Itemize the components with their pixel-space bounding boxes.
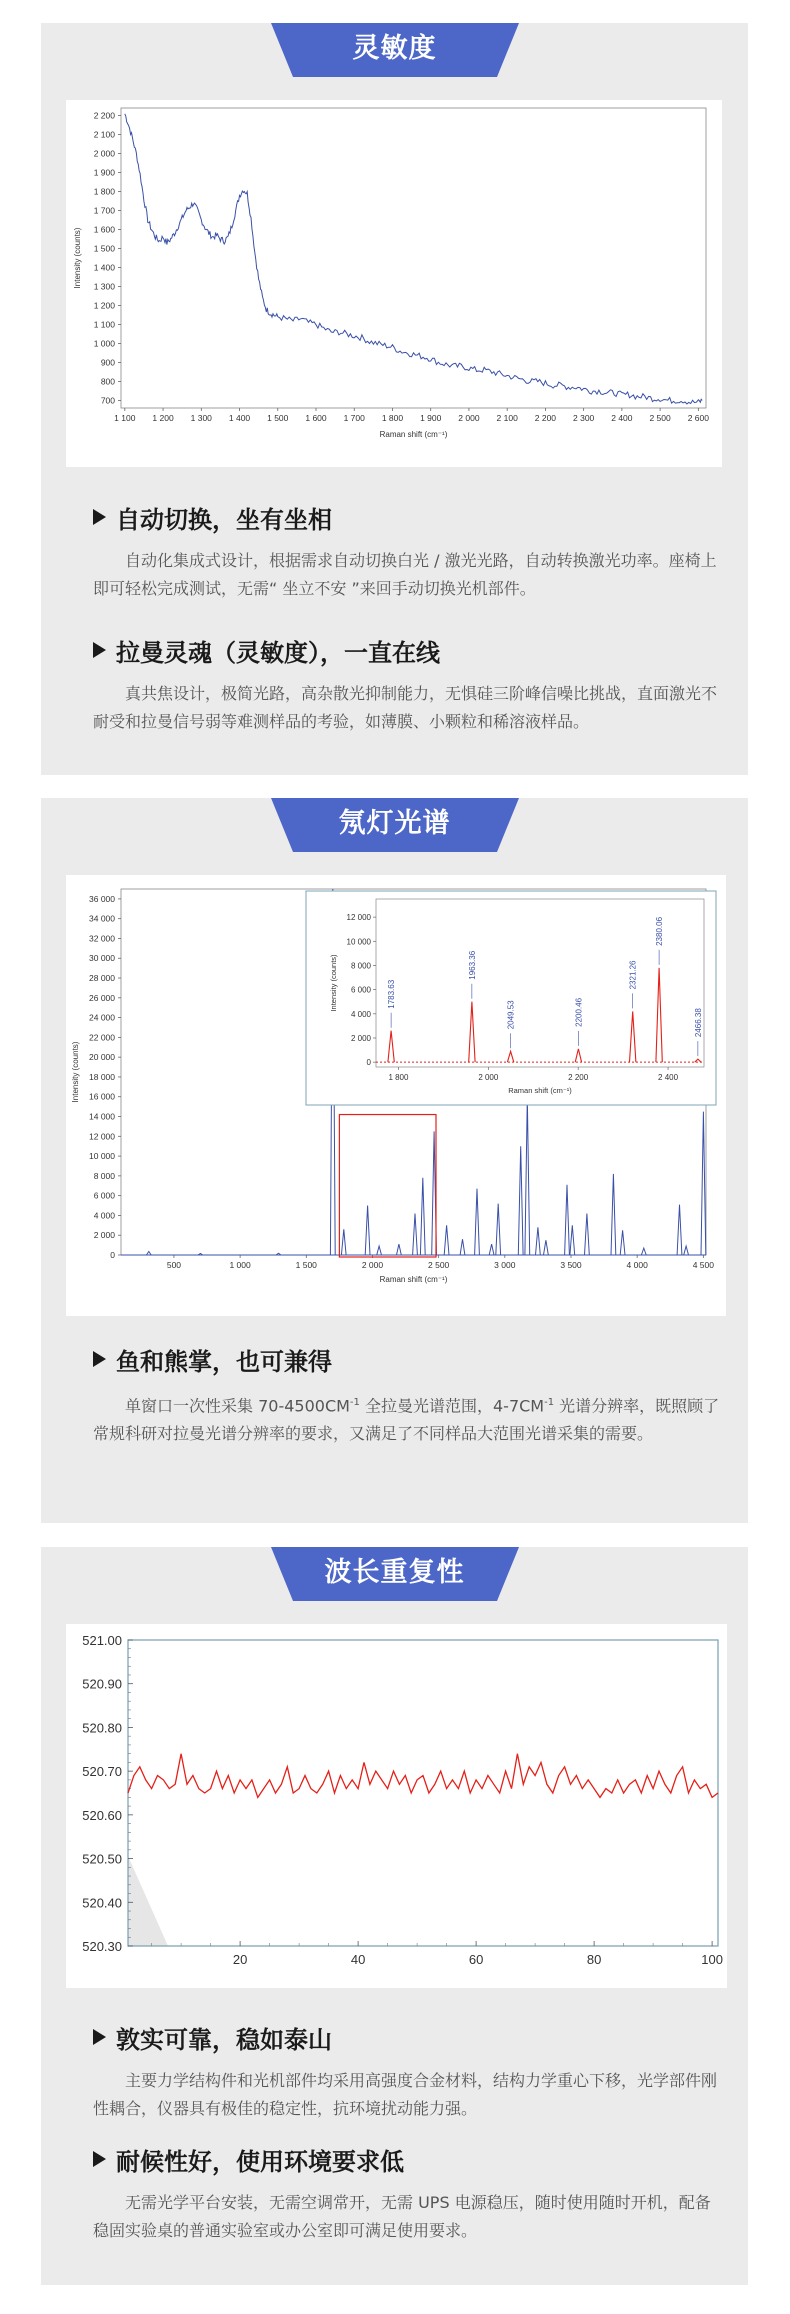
spectrum-peak bbox=[460, 1239, 465, 1255]
feature-title-text: 耐候性好，使用环境要求低 bbox=[116, 2147, 404, 2176]
spectrum-peak bbox=[677, 1205, 682, 1255]
spectrum-peak bbox=[146, 1252, 151, 1256]
spectrum-peak bbox=[377, 1246, 382, 1255]
x-tick-label: 1 800 bbox=[381, 413, 404, 423]
feature-desc: 真共焦设计，极简光路，高杂散光抑制能力，无惧硅三阶峰信噪比挑战，直面激光不耐受和拉曼信号弱等难测样品的考验，如薄膜、小颗粒和稀溶液样品。 bbox=[93, 684, 718, 731]
repeatability-line bbox=[128, 1754, 718, 1798]
y-tick-label: 18 000 bbox=[89, 1071, 115, 1082]
inset-y-tick-label: 0 bbox=[366, 1058, 371, 1068]
feature-title bbox=[93, 2143, 726, 2175]
x-tick-label: 40 bbox=[350, 1952, 366, 1967]
y-tick-label: 0 bbox=[110, 1250, 115, 1260]
sensitivity-chart bbox=[66, 100, 722, 467]
spectrum-peak bbox=[397, 1244, 402, 1255]
feature-title-text: 拉曼灵魂（灵敏度），一直在线 bbox=[116, 638, 440, 667]
y-tick-label: 2 000 bbox=[93, 1230, 115, 1241]
y-tick-label: 900 bbox=[100, 357, 115, 368]
y-tick-label: 34 000 bbox=[89, 913, 115, 924]
inset-y-axis-label: Intensity (counts) bbox=[329, 954, 338, 1012]
feature-desc: 无需光学平台安装，无需空调常开，无需 UPS 电源稳压，随时使用随时开机，配备稳固实验桌的普通实验室或办公室即可满足使用要求。 bbox=[93, 2193, 711, 2240]
y-tick-label: 30 000 bbox=[89, 953, 115, 964]
desc-part: 单窗口一次性采集 70-4500CM bbox=[125, 1396, 350, 1416]
spectrum-peak bbox=[620, 1230, 625, 1255]
y-axis-label: Intensity (counts) bbox=[73, 227, 82, 289]
repeatability-chart-box bbox=[66, 1624, 727, 1988]
inset-y-tick-label: 2 000 bbox=[350, 1033, 371, 1043]
x-tick-label: 80 bbox=[586, 1952, 602, 1967]
desc-superscript: -1 bbox=[349, 1397, 360, 1408]
y-tick-label: 520.80 bbox=[82, 1720, 122, 1736]
feature-title bbox=[93, 1343, 726, 1375]
plot-frame bbox=[121, 108, 706, 408]
y-tick-label: 1 000 bbox=[93, 338, 115, 349]
section-banner bbox=[271, 798, 519, 852]
feature-desc: 自动化集成式设计，根据需求自动切换白光 / 激光光路，自动转换激光功率。座椅上即可轻松完成测试，无需“ 坐立不安 ”来回手动切换光机部件。 bbox=[93, 551, 717, 598]
spectrum-peak bbox=[489, 1244, 494, 1255]
inset-peak-label: 1963.36 bbox=[467, 950, 477, 980]
feature-title-text: 鱼和熊掌，也可兼得 bbox=[116, 1347, 332, 1376]
triangle-bullet-icon bbox=[93, 2029, 106, 2045]
x-tick-label: 2 500 bbox=[649, 413, 671, 423]
x-axis-label: Raman shift (cm⁻¹) bbox=[379, 1275, 448, 1284]
x-tick-label: 1 300 bbox=[190, 413, 212, 423]
y-tick-label: 22 000 bbox=[89, 1032, 115, 1043]
x-tick-label: 500 bbox=[166, 1260, 182, 1270]
inset-peak-label: 2380.06 bbox=[655, 916, 665, 946]
x-tick-label: 4 500 bbox=[692, 1260, 714, 1270]
y-tick-label: 32 000 bbox=[89, 933, 115, 944]
y-tick-label: 1 400 bbox=[93, 262, 115, 273]
section-wavelength-repeatability bbox=[41, 1547, 748, 2285]
y-tick-label: 6 000 bbox=[93, 1190, 115, 1201]
neon-chart-box bbox=[66, 875, 726, 1316]
inset-y-tick-label: 4 000 bbox=[350, 1009, 371, 1019]
y-tick-label: 16 000 bbox=[89, 1091, 115, 1102]
x-tick-label: 2 400 bbox=[611, 413, 633, 423]
x-tick-label: 1 600 bbox=[305, 413, 327, 423]
section-banner bbox=[271, 23, 519, 77]
y-tick-label: 1 500 bbox=[93, 243, 115, 254]
inset-peak-label: 2200.46 bbox=[574, 997, 584, 1027]
inset-peak-label: 2321.26 bbox=[628, 960, 638, 990]
spectrum-peak bbox=[444, 1225, 449, 1255]
triangle-bullet-icon bbox=[93, 642, 106, 658]
y-tick-label: 521.00 bbox=[82, 1633, 122, 1648]
y-tick-label: 700 bbox=[100, 395, 115, 406]
spectrum-line bbox=[125, 114, 702, 404]
triangle-bullet-icon bbox=[93, 2151, 106, 2167]
banner-title: 波长重复性 bbox=[324, 1557, 465, 1588]
x-tick-label: 4 000 bbox=[626, 1260, 648, 1270]
y-tick-label: 8 000 bbox=[93, 1170, 115, 1181]
x-tick-label: 2 500 bbox=[428, 1260, 450, 1270]
spectrum-peak bbox=[341, 1229, 346, 1255]
x-tick-label: 1 200 bbox=[152, 413, 174, 423]
y-tick-label: 26 000 bbox=[89, 992, 115, 1003]
feature-block bbox=[93, 634, 726, 736]
plot-frame bbox=[128, 1640, 718, 1946]
y-tick-label: 800 bbox=[100, 376, 115, 387]
feature-title-text: 自动切换，坐有坐相 bbox=[116, 505, 332, 534]
x-tick-label: 1 000 bbox=[229, 1260, 251, 1270]
y-tick-label: 1 600 bbox=[93, 224, 115, 235]
inset-y-tick-label: 6 000 bbox=[350, 985, 371, 995]
y-tick-label: 10 000 bbox=[89, 1151, 115, 1162]
triangle-bullet-icon bbox=[93, 1351, 106, 1367]
feature-desc bbox=[93, 1389, 726, 1448]
x-tick-label: 2 200 bbox=[534, 413, 557, 423]
desc-part: 全拉曼光谱范围，4-7CM bbox=[359, 1396, 545, 1416]
feature-block bbox=[93, 1343, 726, 1448]
x-tick-label: 1 900 bbox=[420, 413, 442, 423]
x-tick-label: 1 500 bbox=[267, 413, 289, 423]
spectrum-peak bbox=[570, 1225, 575, 1255]
spectrum-peak bbox=[611, 1174, 616, 1255]
inset-x-tick-label: 2 000 bbox=[478, 1073, 499, 1082]
x-tick-label: 60 bbox=[468, 1952, 484, 1967]
y-tick-label: 1 800 bbox=[93, 186, 115, 197]
spectrum-peak bbox=[565, 1185, 570, 1255]
neon-chart bbox=[66, 875, 726, 1316]
banner-title: 灵敏度 bbox=[352, 33, 437, 64]
x-tick-label: 100 bbox=[701, 1952, 723, 1967]
spectrum-peak bbox=[536, 1227, 541, 1255]
y-tick-label: 1 300 bbox=[93, 281, 115, 292]
x-tick-label: 1 100 bbox=[114, 413, 136, 423]
section-sensitivity bbox=[41, 23, 748, 775]
x-tick-label: 1 500 bbox=[295, 1260, 317, 1270]
y-tick-label: 1 200 bbox=[93, 300, 115, 311]
feature-block bbox=[93, 2021, 726, 2123]
x-tick-label: 2 100 bbox=[496, 413, 518, 423]
x-tick-label: 2 300 bbox=[573, 413, 595, 423]
inset-x-axis-label: Raman shift (cm⁻¹) bbox=[508, 1086, 572, 1095]
inset-y-tick-label: 10 000 bbox=[346, 937, 371, 947]
spectrum-peak bbox=[544, 1240, 549, 1255]
desc-superscript: -1 bbox=[544, 1397, 555, 1408]
y-tick-label: 520.50 bbox=[82, 1851, 122, 1867]
y-tick-label: 520.40 bbox=[82, 1895, 122, 1911]
inset-x-tick-label: 2 400 bbox=[658, 1073, 679, 1082]
feature-title bbox=[93, 2021, 726, 2053]
x-tick-label: 3 500 bbox=[560, 1260, 582, 1270]
x-tick-label: 3 000 bbox=[494, 1260, 516, 1270]
y-tick-label: 520.30 bbox=[82, 1939, 122, 1954]
spectrum-peak bbox=[701, 1112, 706, 1255]
spectrum-peak bbox=[475, 1189, 480, 1255]
inset-peak-label: 1783.63 bbox=[387, 979, 397, 1009]
spectrum-peak bbox=[585, 1214, 590, 1256]
y-tick-label: 520.90 bbox=[82, 1676, 122, 1692]
feature-block bbox=[93, 501, 726, 603]
x-axis-label: Raman shift (cm⁻¹) bbox=[379, 430, 448, 439]
y-tick-label: 2 000 bbox=[93, 148, 115, 159]
spectrum-peak bbox=[684, 1246, 689, 1255]
spectrum-peak bbox=[518, 1146, 523, 1255]
feature-title bbox=[93, 501, 726, 533]
x-tick-label: 2 000 bbox=[458, 413, 480, 423]
y-tick-label: 20 000 bbox=[89, 1052, 115, 1063]
spectrum-peak bbox=[420, 1178, 425, 1255]
y-tick-label: 28 000 bbox=[89, 973, 115, 984]
banner-title: 氖灯光谱 bbox=[338, 808, 451, 839]
y-tick-label: 4 000 bbox=[93, 1210, 115, 1221]
inset-peak-label: 2466.38 bbox=[693, 1008, 703, 1038]
feature-desc: 主要力学结构件和光机部件均采用高强度合金材料，结构力学重心下移，光学部件刚性耦合，仪器具有极佳的稳定性，抗环境扰动能力强。 bbox=[93, 2071, 718, 2118]
y-tick-label: 1 900 bbox=[93, 167, 115, 178]
x-tick-label: 2 000 bbox=[361, 1260, 384, 1270]
y-tick-label: 1 100 bbox=[93, 319, 115, 330]
y-tick-label: 520.60 bbox=[82, 1807, 122, 1823]
y-tick-label: 520.70 bbox=[82, 1764, 122, 1780]
spectrum-peak bbox=[413, 1214, 418, 1256]
x-tick-label: 1 400 bbox=[228, 413, 251, 423]
inset-peak-label: 2049.53 bbox=[506, 1000, 516, 1030]
zoom-region-box bbox=[339, 1115, 436, 1257]
inset-y-tick-label: 8 000 bbox=[350, 961, 371, 971]
inset-x-tick-label: 1 800 bbox=[388, 1073, 409, 1082]
y-tick-label: 1 700 bbox=[93, 205, 115, 216]
y-tick-label: 14 000 bbox=[89, 1111, 115, 1122]
section-banner bbox=[271, 1547, 519, 1601]
feature-block bbox=[93, 2143, 726, 2245]
sensitivity-chart-box bbox=[66, 100, 722, 467]
y-tick-label: 2 100 bbox=[93, 129, 115, 140]
spectrum-peak bbox=[641, 1248, 646, 1255]
feature-title bbox=[93, 634, 726, 666]
x-tick-label: 20 bbox=[232, 1952, 248, 1967]
section-neon-spectrum bbox=[41, 798, 748, 1523]
spectrum-peak bbox=[365, 1206, 370, 1256]
y-axis-label: Intensity (counts) bbox=[71, 1041, 80, 1103]
inset-y-tick-label: 12 000 bbox=[346, 913, 371, 923]
inset-x-tick-label: 2 200 bbox=[568, 1073, 589, 1082]
y-tick-label: 36 000 bbox=[89, 893, 115, 904]
desc-part: 光谱分辨率，既照顾了常规科研对拉曼光谱分辨率的要求，又满足了不同样品大范围光谱采集的需要。 bbox=[93, 1396, 720, 1444]
triangle-bullet-icon bbox=[93, 509, 106, 525]
x-tick-label: 1 700 bbox=[343, 413, 365, 423]
y-tick-label: 12 000 bbox=[89, 1131, 115, 1142]
spectrum-peak bbox=[496, 1204, 501, 1255]
corner-shade bbox=[128, 1856, 168, 1946]
repeatability-chart bbox=[66, 1624, 727, 1988]
spectrum-peak bbox=[525, 1097, 530, 1255]
y-tick-label: 24 000 bbox=[89, 1012, 115, 1023]
feature-title-text: 敦实可靠，稳如泰山 bbox=[116, 2025, 332, 2054]
y-tick-label: 2 200 bbox=[93, 110, 115, 121]
x-tick-label: 2 600 bbox=[687, 413, 709, 423]
